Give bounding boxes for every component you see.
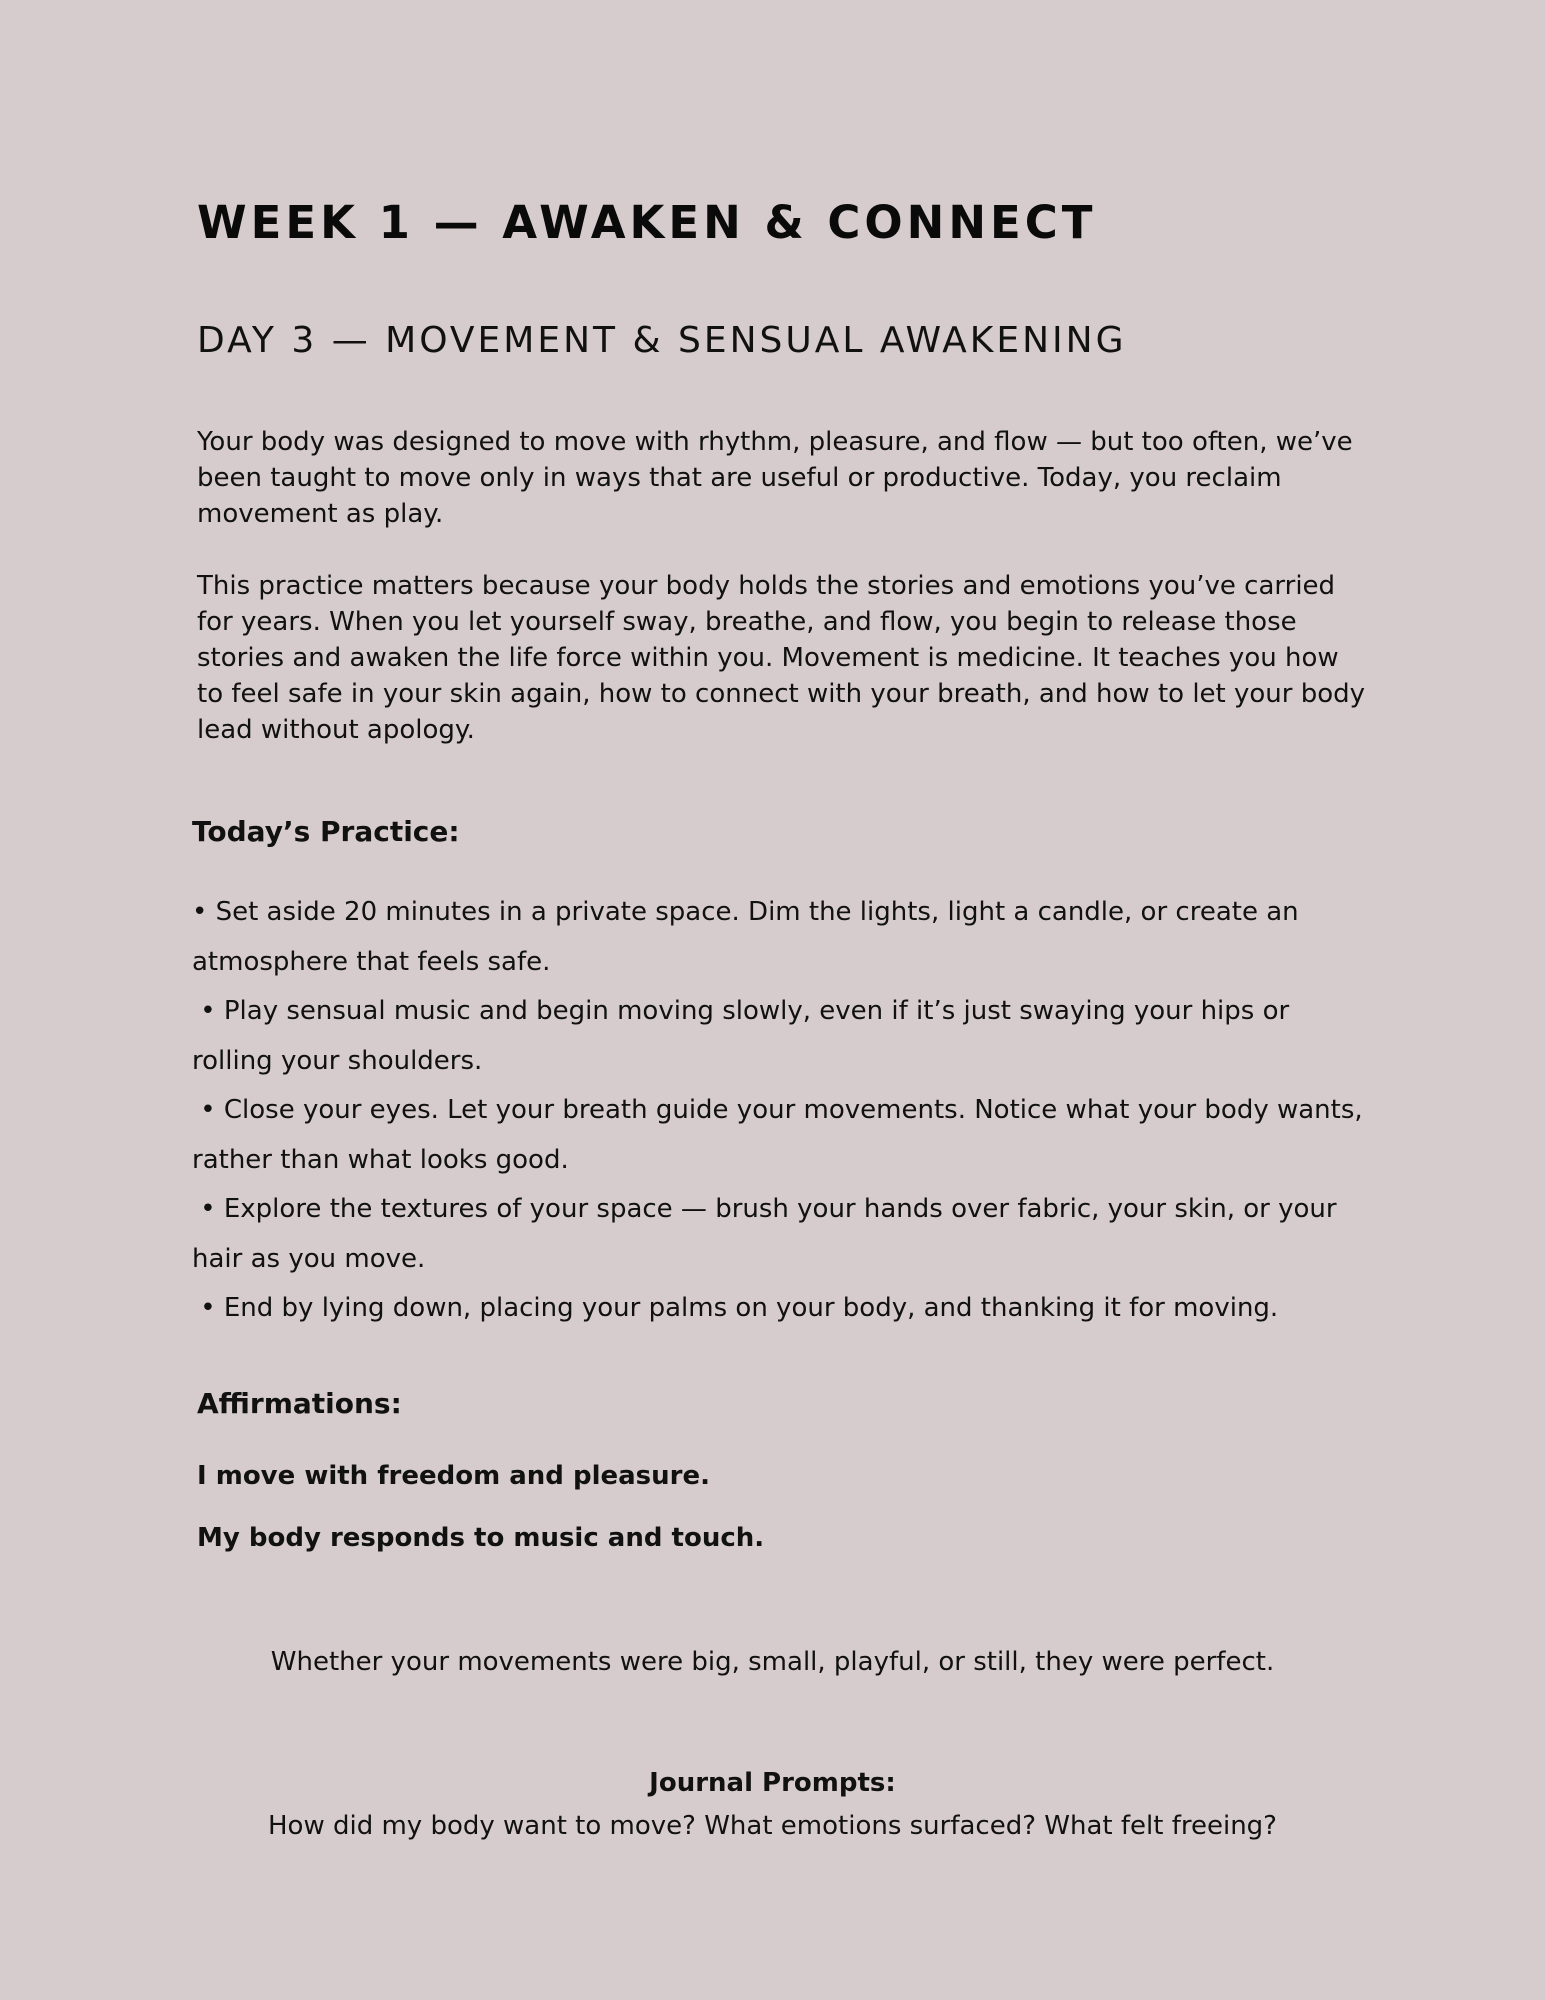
closing-statement: Whether your movements were big, small, playful, or still, they were perfect.	[270, 1647, 1275, 1677]
practice-item: • Close your eyes. Let your breath guide your movements. Notice what your body wants, rather than what looks good.	[192, 1095, 1371, 1175]
practice-item: • Explore the textures of your space — brush your hands over fabric, your skin, or your hair as you move.	[192, 1194, 1345, 1274]
week-title: WEEK 1 — AWAKEN & CONNECT	[197, 196, 1097, 249]
day-title: DAY 3 — MOVEMENT & SENSUAL AWAKENING	[197, 320, 1127, 361]
practice-list	[192, 888, 1372, 1334]
journal-prompts: How did my body want to move? What emotions surfaced? What felt freeing?	[268, 1811, 1277, 1841]
practice-heading: Today’s Practice:	[192, 815, 460, 848]
journal-heading: Journal Prompts:	[649, 1768, 896, 1798]
affirmations-heading: Affirmations:	[197, 1387, 402, 1420]
practice-item: • End by lying down, placing your palms on your body, and thanking it for moving.	[192, 1293, 1279, 1323]
intro-paragraph-1: Your body was designed to move with rhythm, pleasure, and flow — but too often, we’ve been taught to move only in ways that are useful or productive. Today, you reclaim movement as play.	[197, 427, 1353, 529]
intro-paragraph-2: This practice matters because your body holds the stories and emotions you’ve carried for years. When you let yourself sway, breathe, and flow, you begin to release those stories and awaken the life force within you. Movement is medicine. It teaches you how to feel safe in your skin again, how to connect with your breath, and how to let your body lead without apology.	[197, 571, 1366, 745]
practice-item: • Play sensual music and begin moving slowly, even if it’s just swaying your hips or rolling your shoulders.	[192, 996, 1298, 1076]
practice-item: • Set aside 20 minutes in a private space. Dim the lights, light a candle, or create an atmosphere that feels safe.	[192, 897, 1299, 977]
affirmation: My body responds to music and touch.	[197, 1523, 765, 1553]
affirmation: I move with freedom and pleasure.	[197, 1461, 710, 1491]
